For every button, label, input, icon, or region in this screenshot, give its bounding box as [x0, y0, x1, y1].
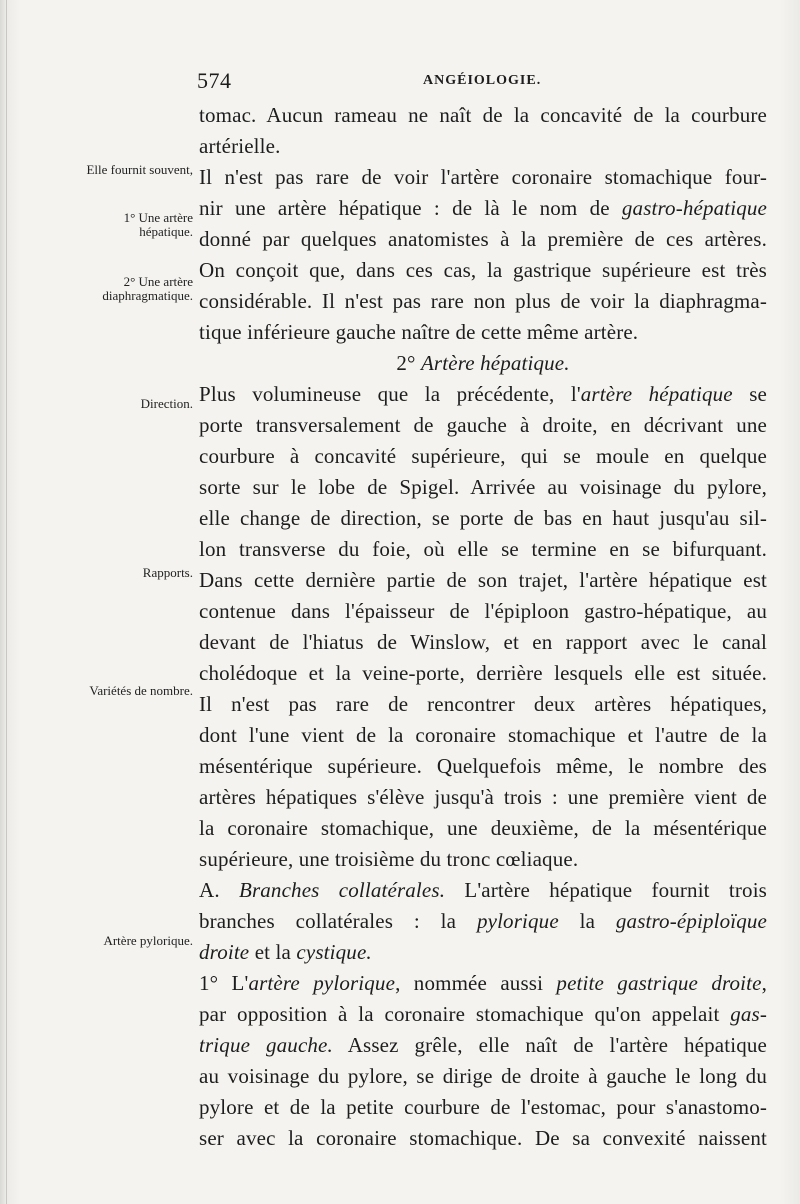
text-line: [199, 720, 767, 751]
text-line: [199, 999, 767, 1030]
text-segment: Dans cette dernière partie de son trajet, l'artère hépatique est: [199, 568, 767, 592]
text-line: [199, 627, 767, 658]
text-segment: donné par quelques anatomistes à la première de ces artères.: [199, 227, 767, 251]
italic-text: trique gauche.: [199, 1033, 333, 1057]
text-line: [199, 1123, 767, 1154]
text-segment: 1° L': [199, 971, 249, 995]
text-segment: ,: [761, 971, 768, 995]
text-line: [199, 658, 767, 689]
text-line: [199, 441, 767, 472]
text-line: [199, 193, 767, 224]
text-segment: Il n'est pas rare de voir l'artère coronaire stomachique four-: [199, 165, 767, 189]
text-line: [199, 596, 767, 627]
text-segment: au voisinage du pylore, se dirige de droite à gauche le long du: [199, 1064, 767, 1088]
text-segment: porte transversalement de gauche à droite, en décrivant une: [199, 413, 767, 437]
italic-text: gastro-hépatique: [621, 196, 767, 220]
text-segment: dont l'une vient de la coronaire stomachique et l'autre de la: [199, 723, 767, 747]
text-segment: Assez grêle, elle naît de l'artère hépatique: [332, 1033, 767, 1057]
text-line: [199, 348, 767, 379]
text-line: [199, 1030, 767, 1061]
text-line: [199, 534, 767, 565]
text-line: [199, 689, 767, 720]
text-line: [199, 844, 767, 875]
text-segment: supérieure, une troisième du tronc cœliaque.: [199, 847, 579, 871]
text-segment: nir une artère hépatique : de là le nom de: [199, 196, 622, 220]
page-number: 574: [197, 68, 232, 93]
text-segment: branches collatérales : la: [199, 909, 477, 933]
italic-text: artère hépatique: [580, 382, 733, 406]
italic-text: cystique.: [296, 940, 372, 964]
text-segment: Il n'est pas rare de rencontrer deux artères hépatiques,: [199, 692, 767, 716]
margin-note-elle-fournit: Elle fournit souvent,: [86, 162, 193, 177]
text-segment: L'artère hépatique fournit trois: [445, 878, 768, 902]
text-line: [199, 813, 767, 844]
text-line: [199, 875, 767, 906]
text-line: [199, 379, 767, 410]
text-segment: et la: [249, 940, 297, 964]
margin-note-artere-diaphragmatique: 2° Une artère diaphragmatique.: [102, 274, 193, 303]
text-line: [199, 782, 767, 813]
text-segment: tomac. Aucun rameau ne naît de la concavité de la courbure: [199, 103, 767, 127]
text-segment: par opposition à la coronaire stomachique qu'on appelait: [199, 1002, 731, 1026]
text-line: [199, 503, 767, 534]
text-segment: ser avec la coronaire stomachique. De sa convexité naissent: [199, 1126, 767, 1150]
text-line: [199, 131, 767, 162]
text-line: [199, 751, 767, 782]
margin-note-varietes: Variétés de nombre.: [89, 683, 193, 698]
italic-text: Branches collatérales.: [238, 878, 446, 902]
margin-note-direction: Direction.: [140, 396, 193, 411]
text-segment: considérable. Il n'est pas rare non plus de voir la diaphragma-: [199, 289, 767, 313]
body-text: [199, 100, 767, 1154]
italic-text: pylorique: [476, 909, 559, 933]
text-line: [199, 906, 767, 937]
text-segment: A.: [199, 878, 239, 902]
text-line: [199, 410, 767, 441]
text-segment: lon transverse du foie, où elle se termine en se bifurquant.: [199, 537, 767, 561]
text-line: [199, 1061, 767, 1092]
text-segment: courbure à concavité supérieure, qui se moule en quelque: [199, 444, 767, 468]
text-segment: pylore et de la petite courbure de l'estomac, pour s'anastomo-: [199, 1095, 767, 1119]
italic-text: gas-: [730, 1002, 767, 1026]
text-segment: tique inférieure gauche naître de cette même artère.: [199, 320, 639, 344]
text-segment: la coronaire stomachique, une deuxième, de la mésentérique: [199, 816, 767, 840]
text-segment: 2°: [396, 351, 421, 375]
text-line: [199, 255, 767, 286]
text-segment: , nommée aussi: [395, 971, 557, 995]
text-segment: On conçoit que, dans ces cas, la gastrique supérieure est très: [199, 258, 767, 282]
text-segment: se: [732, 382, 767, 406]
text-line: [199, 224, 767, 255]
margin-note-rapports: Rapports.: [142, 565, 193, 580]
text-segment: cholédoque et la veine-porte, derrière lesquels elle est située.: [199, 661, 767, 685]
text-line: [199, 162, 767, 193]
italic-text: artère pylorique: [248, 971, 396, 995]
text-segment: artères hépatiques s'élève jusqu'à trois : une première vient de: [199, 785, 767, 809]
text-segment: mésentérique supérieure. Quelquefois même, le nombre des: [199, 754, 767, 778]
text-segment: elle change de direction, se porte de bas en haut jusqu'au sil-: [199, 506, 767, 530]
text-segment: artérielle.: [199, 134, 281, 158]
italic-text: gastro-épiploïque: [615, 909, 767, 933]
text-segment: contenue dans l'épaisseur de l'épiploon gastro-hépatique, au: [199, 599, 767, 623]
text-line: [199, 1092, 767, 1123]
text-line: [199, 937, 767, 968]
margin-note-artere-hepatique: 1° Une artère hépatique.: [123, 210, 193, 239]
text-line: [199, 472, 767, 503]
text-segment: sorte sur le lobe de Spigel. Arrivée au voisinage du pylore,: [199, 475, 767, 499]
italic-text: Artère hépatique.: [420, 351, 570, 375]
italic-text: petite gastrique droite: [556, 971, 762, 995]
page-header: [197, 68, 767, 94]
page-edge: [6, 0, 7, 1204]
running-head: ANGÉIOLOGIE.: [423, 73, 542, 88]
text-segment: Plus volumineuse que la précédente, l': [199, 382, 581, 406]
text-line: [199, 100, 767, 131]
text-line: [199, 286, 767, 317]
italic-text: droite: [199, 940, 250, 964]
text-line: [199, 968, 767, 999]
text-line: [199, 565, 767, 596]
text-segment: la: [558, 909, 616, 933]
text-line: [199, 317, 767, 348]
text-segment: devant de l'hiatus de Winslow, et en rapport avec le canal: [199, 630, 767, 654]
margin-note-artere-pylorique: Artère pylorique.: [103, 933, 193, 948]
